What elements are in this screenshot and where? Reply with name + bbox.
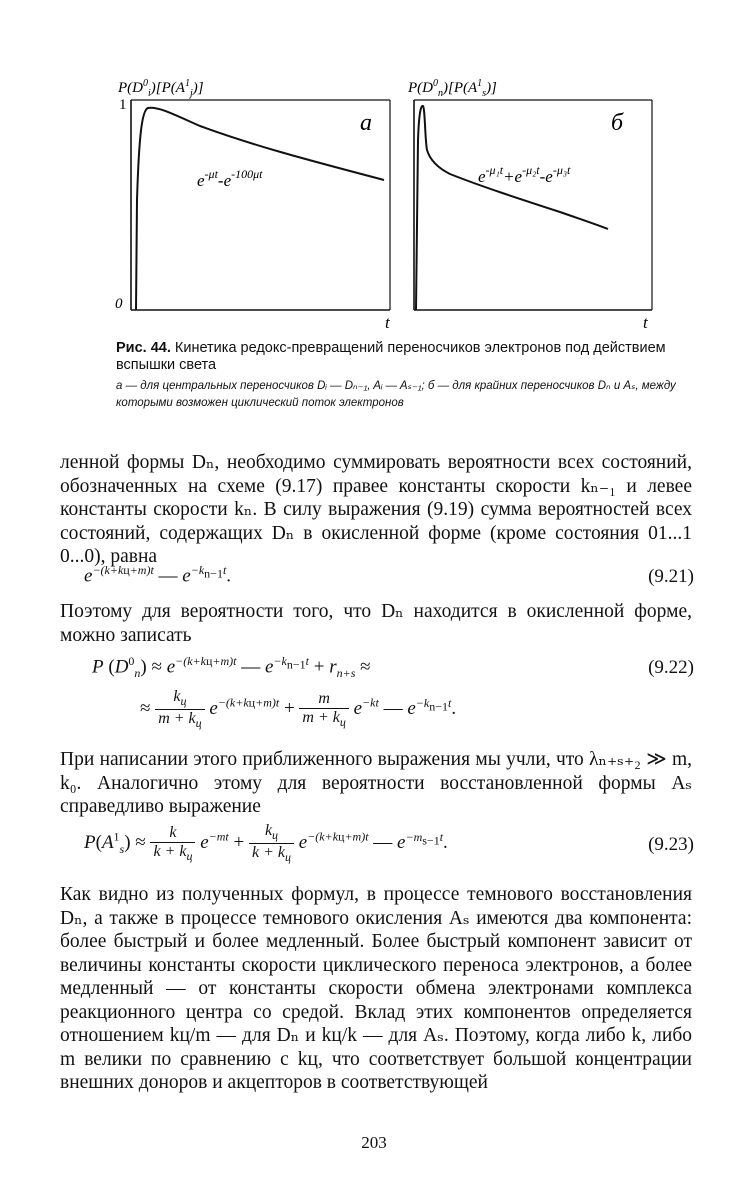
equation-9-23-number: (9.23) [648, 834, 694, 855]
caption-title: Кинетика редокс-превращений переносчиков электронов под действием вспышки света [116, 340, 666, 373]
panel-a-xlabel: t [385, 313, 390, 332]
panel-a-curve [136, 108, 384, 310]
panel-b-ylabel: $P(D^0_n)[P(A^1_s)]$ [408, 78, 497, 99]
panel-a-letter: а [360, 110, 372, 136]
paragraph-3: При написании этого приближенного выражения мы учли, что λₙ₊ₛ₊₂ ≫ m, k₀. Аналогично этому для вероятности восстановленной формы Aₛ справедливо выражение [60, 749, 692, 817]
equation-9-21: $e^{-(k+kц+m)t}$ — $e^{-k_{n-1}t}$. [84, 563, 232, 587]
panel-b-xlabel: t [643, 313, 648, 332]
caption-label: Рис. 44. [116, 340, 171, 356]
figure-44 [0, 0, 748, 340]
panel-a [115, 78, 391, 332]
equation-9-21-number: (9.21) [648, 566, 694, 587]
figure-caption [116, 340, 706, 374]
paragraph-1: ленной формы Dₙ, необходимо суммировать вероятности всех состояний, обозначенных на схеме (9.17) правее константы скорости kₙ₋₁ и левее константы скорости kₙ. В силу выражения (9.19) сумма вероятностей всех состояний, содержащих Dₙ в окисленной форме (кроме состояния 01...1 0...0), равна [60, 452, 692, 567]
paragraph-2: Поэтому для вероятности того, что Dₙ находится в окисленной форме, можно записать [60, 601, 692, 646]
panel-b-formula: $e^{-\mu_1t}+e^{-\mu_2t}-e^{-\mu_3t}$ [478, 163, 571, 186]
panel-b-letter: б [611, 110, 624, 136]
panel-a-ytick-1: 1 [119, 97, 127, 113]
paragraph-4: Как видно из полученных формул, в процессе темнового восстановления Dₙ, а также в процессе темнового окисления Aₛ имеются два компонента: более быстрый и более медленный. Более быстрый компонент зависит от величины константы скорости циклического переноса электронов, а более медленный — от константы скорости обмена электронами комплекса реакционного центра со средой. Вклад этих компонентов определяется отношением kц/m — для Dₙ и kц/k — для Aₛ. Поэтому, когда либо k, либо m велики по сравнению с kц, что соответствует большой концентрации внешних доноров и акцепторов в соответствующей [60, 884, 692, 1093]
caption-note: а — для центральных переносчиков Dᵢ — Dₙ₋₁, Aᵢ — Aₛ₋₁; б — для крайних переносчиков Dₙ и Aₛ, между которыми возможен циклический поток электронов [116, 380, 676, 409]
equation-9-22-line-1: P $(D^0_n) \approx e^{-(k+kц+m)t}$ — $e^{-k_{n-1}t} + r_{n+s}$ ≈ [92, 654, 371, 681]
equation-9-22-number: (9.22) [648, 657, 694, 678]
panel-a-ytick-0: 0 [115, 296, 123, 312]
panel-b-curve [416, 106, 608, 310]
panel-a-formula: $e^{-\mu t}-e^{-100\mu t}$ [197, 167, 263, 190]
equation-9-23: $P(A^1_s)$ ≈ $\frac{k}{k + k_ц}$ $e^{-mt}$ + $\frac{k_ц}{k + k_ц}$ $e^{-(k+kц+m)t}$ — $e^{-m_{s-1}t}$. [84, 822, 448, 865]
panel-a-ylabel: $P(D^0_i)[P(A^1_j)]$ [118, 78, 204, 99]
panel-b [407, 78, 652, 332]
equation-9-22-line-2: ≈ $\frac{k_ц}{m + k_ц}$ $e^{-(k+kц+m)t}$ + $\frac{m}{m + k_ц}$ $e^{-kt}$ — $e^{-k_{n-1}t}$. [140, 688, 457, 731]
page-number: 203 [361, 1133, 387, 1152]
